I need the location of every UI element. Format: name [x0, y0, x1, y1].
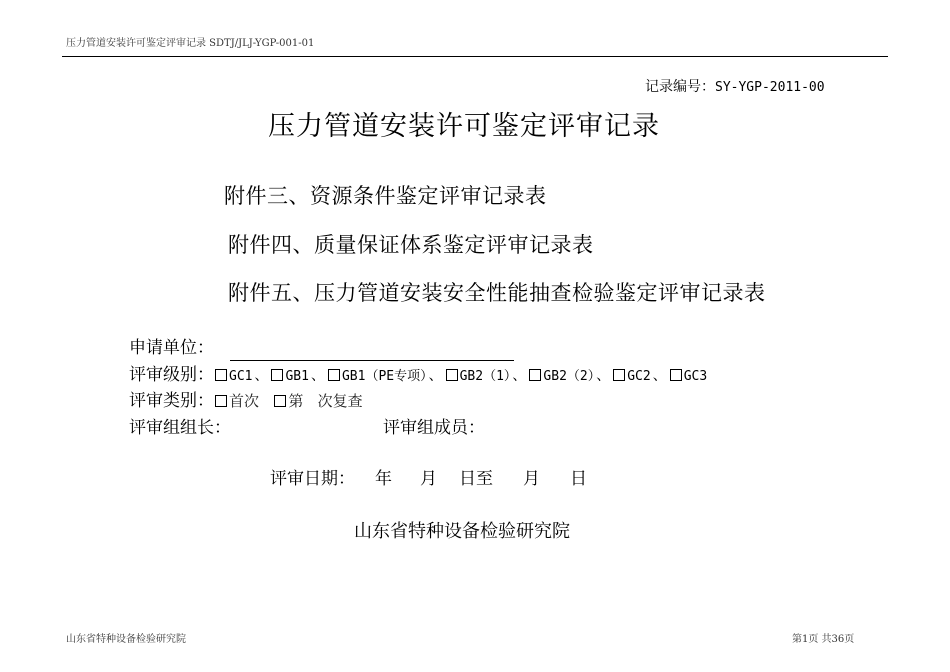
separator: 、	[310, 368, 325, 384]
institute-name: 山东省特种设备检验研究院	[354, 521, 570, 542]
page-header: 压力管道安装许可鉴定评审记录 SDTJ/JLJ-YGP-001-01	[66, 38, 315, 49]
record-number-value: SY-YGP-2011-00	[715, 80, 825, 95]
header-divider	[62, 56, 888, 57]
footer-institute: 山东省特种设备检验研究院	[66, 634, 186, 645]
review-level-options	[214, 368, 707, 384]
footer-page-number: 第1页 共36页	[792, 634, 855, 645]
level-checkbox-gc3[interactable]	[670, 369, 682, 381]
separator: 、	[254, 368, 269, 384]
type-first-label: 首次	[229, 392, 260, 410]
level-option-label: GC1	[229, 369, 253, 384]
leader-label: 评审组组长：	[129, 418, 231, 438]
separator: 、	[596, 368, 611, 384]
attachment-5: 附件五、压力管道安装安全性能抽查检验鉴定评审记录表	[228, 281, 766, 305]
review-level-label: 评审级别：	[129, 365, 214, 385]
type-checkbox-first[interactable]	[215, 395, 227, 407]
level-option-label: GB2（2）	[543, 369, 595, 384]
document-title: 压力管道安装许可鉴定评审记录	[268, 111, 660, 142]
review-date-day-to: 日至	[459, 469, 493, 489]
review-date-year: 年	[375, 469, 392, 489]
review-date-month2: 月	[523, 469, 540, 489]
attachment-4: 附件四、质量保证体系鉴定评审记录表	[228, 233, 594, 257]
level-option-label: GB2（1）	[459, 369, 511, 384]
review-type-options	[214, 392, 363, 410]
level-checkbox-gb2-2[interactable]	[529, 369, 541, 381]
level-checkbox-gb2-1[interactable]	[446, 369, 458, 381]
review-date-label: 评审日期：	[270, 469, 355, 489]
review-type-row	[129, 386, 363, 411]
separator: 、	[652, 368, 667, 384]
applicant-label: 申请单位：	[129, 338, 214, 358]
level-option-label: GB1	[285, 369, 309, 384]
level-option-label: GC2	[627, 369, 651, 384]
review-level-row	[129, 360, 707, 385]
members-label: 评审组成员：	[383, 418, 485, 438]
record-number	[645, 76, 825, 96]
review-date-day2: 日	[570, 469, 587, 489]
level-option-label: GB1（PE专项）	[341, 369, 427, 384]
attachment-3: 附件三、资源条件鉴定评审记录表	[224, 184, 547, 208]
level-option-label: GC3	[683, 369, 708, 384]
level-checkbox-gc1[interactable]	[215, 369, 227, 381]
review-date-row	[270, 464, 587, 489]
review-date-month: 月	[420, 469, 437, 489]
type-repeat-label: 第 次复查	[288, 392, 363, 410]
level-checkbox-gb1[interactable]	[271, 369, 283, 381]
level-checkbox-gb1-pe[interactable]	[328, 369, 340, 381]
separator: 、	[512, 368, 527, 384]
type-checkbox-repeat[interactable]	[274, 395, 286, 407]
separator: 、	[428, 368, 443, 384]
level-checkbox-gc2[interactable]	[613, 369, 625, 381]
record-number-label: 记录编号：	[645, 79, 715, 95]
review-type-label: 评审类别：	[129, 391, 214, 411]
